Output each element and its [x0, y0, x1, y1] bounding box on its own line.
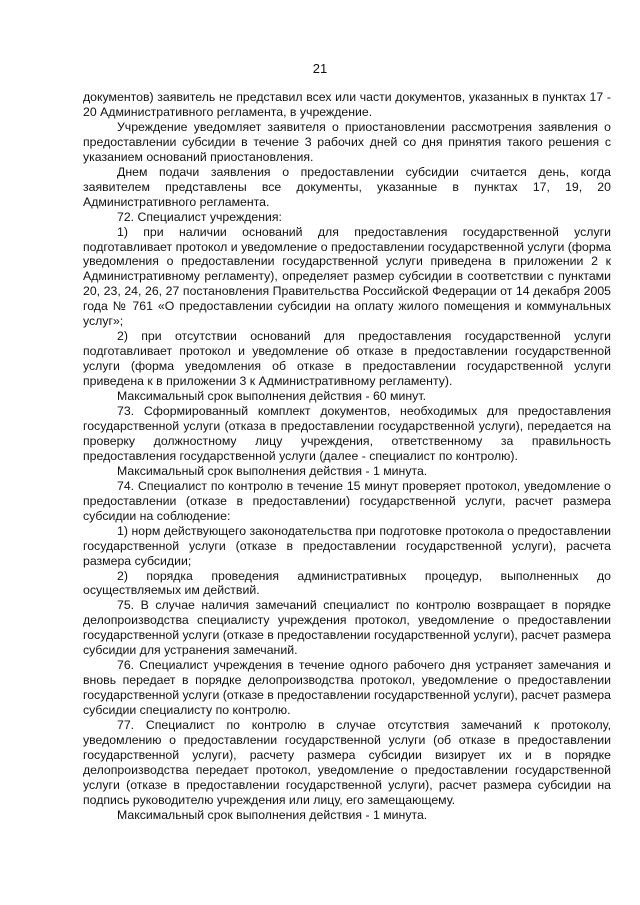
paragraph-item-76: 76. Специалист учреждения в течение одного рабочего дня устраняет замечания и вновь передает в порядке делопроизводства протокол, уведомление о предоставлении государственной услуги (отказе в предоставлении государственной услуги), расчет размера субсидии специалисту по контролю.: [83, 658, 611, 718]
paragraph: Днем подачи заявления о предоставлении субсидии считается день, когда заявителем представлены все документы, указанные в пунктах 17, 19, 20 Административного регламента.: [83, 164, 611, 209]
paragraph-subitem: 2) при отсутствии оснований для предоставления государственной услуги подготавливает протокол и уведомление об отказе в предоставлении государственной услуги (форма уведомления об отказе в предоставлении государственной услуги приведена к в приложении 3 к Административному регламенту).: [83, 329, 611, 389]
document-body: [83, 90, 611, 823]
paragraph-deadline: Максимальный срок выполнения действия - 1 минута.: [117, 807, 428, 822]
paragraph-item-75: 75. В случае наличия замечаний специалист по контролю возвращает в порядке делопроизводства специалисту учреждения протокол, уведомление о предоставлении государственной услуги (отказе в предоставлении государственной услуги), расчет размера субсидии для устранения замечаний.: [83, 598, 611, 658]
paragraph-item-73: 73. Сформированный комплект документов, необходимых для предоставления государственной услуги (отказа в предоставлении государственной услуги), передается на проверку должностному лицу учреждения, ответственному за правильность предоставления государственной услуги (далее - специалист по контролю).: [83, 404, 611, 463]
paragraph-continuation: документов) заявитель не представил всех или части документов, указанных в пунктах 17 - 20 Административного регламента, в учреждение.: [83, 90, 611, 119]
paragraph-subitem: 2) порядка проведения административных процедур, выполненных до осуществляемых им действий.: [83, 568, 611, 598]
paragraph-subitem: 1) норм действующего законодательства при подготовке протокола о предоставлении государственной услуги (отказе в предоставлении государственной услуги), расчета размера субсидии;: [83, 523, 611, 568]
paragraph-subitem: 1) при наличии оснований для предоставления государственной услуги подготавливает протокол и уведомление о предоставлении государственной услуги (форма уведомления о предоставлении государственной услуги приведена в приложении 2 к Административному регламенту), определяет размер субсидии в соответствии с пунктами 20, 23, 24, 26, 27 постановления Правительства Российской Федерации от 14 декабря 2005 года № 761 «О предоставлении субсидии на оплату жилого помещения и коммунальных услуг»;: [83, 224, 611, 329]
paragraph-deadline: Максимальный срок выполнения действия - 1 минута.: [117, 463, 428, 478]
page-number: 21: [312, 61, 328, 76]
paragraph-item-77: 77. Специалист по контролю в случае отсутствия замечаний к протоколу, уведомлению о предоставлении государственной услуги (об отказе в предоставлении государственной услуги), расчету размера субсидии визирует их и в порядке делопроизводства передает протокол, уведомление о предоставлении государственной услуги (отказе в предоставлении государственной услуги), расчет размера субсидии на подпись руководителю учреждения или лицу, его замещающему.: [83, 718, 611, 807]
paragraph-item-74: 74. Специалист по контролю в течение 15 минут проверяет протокол, уведомление о предоставлении (отказе в предоставлении) государственной услуги, расчет размера субсидии на соблюдение:: [83, 478, 611, 523]
paragraph-deadline: Максимальный срок выполнения действия - 60 минут.: [117, 389, 427, 404]
paragraph: Учреждение уведомляет заявителя о приостановлении рассмотрения заявления о предоставлении субсидии в течение 3 рабочих дней со дня принятия такого решения с указанием оснований приостановления.: [83, 119, 611, 164]
paragraph-item-72: 72. Специалист учреждения:: [117, 209, 282, 224]
